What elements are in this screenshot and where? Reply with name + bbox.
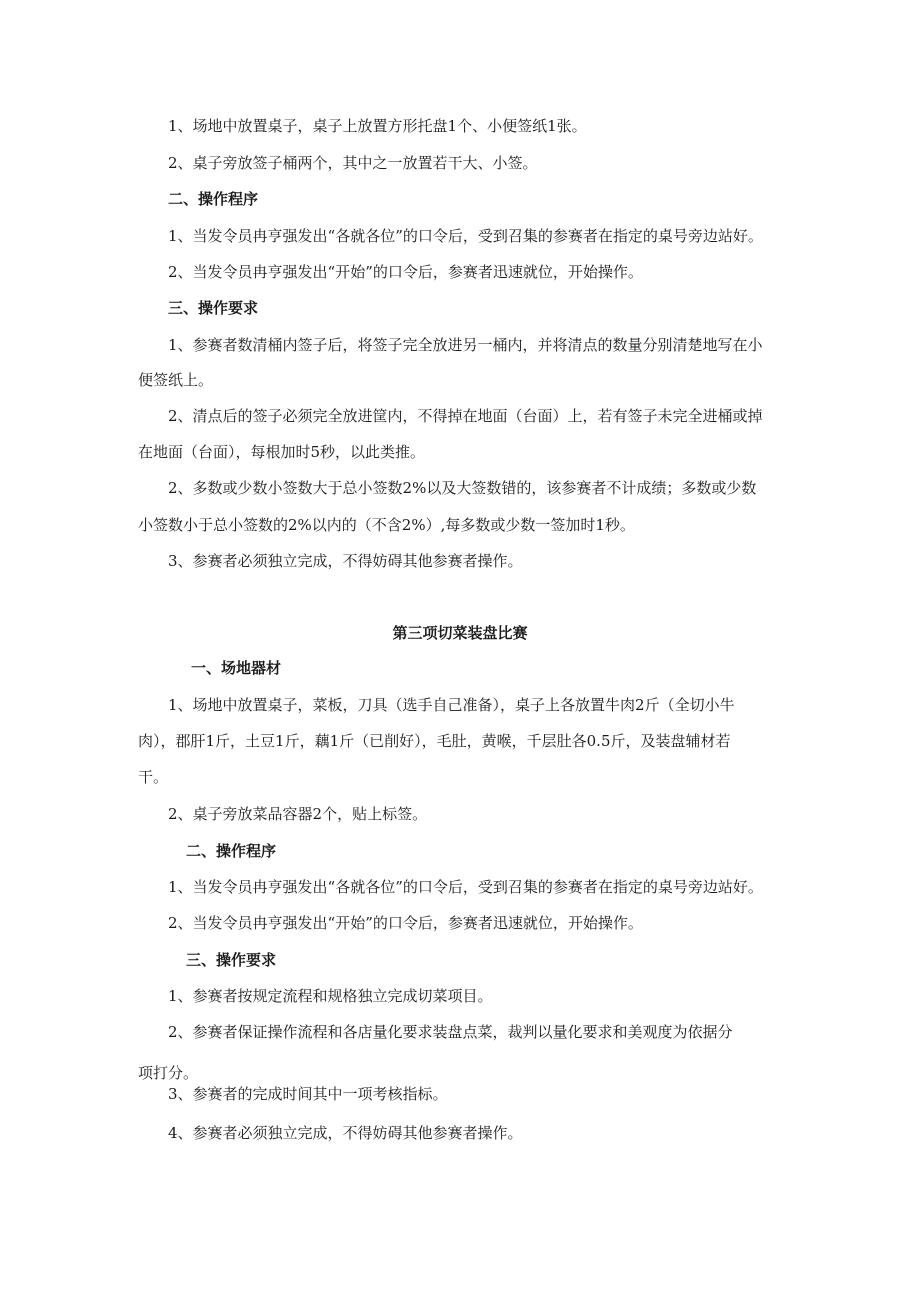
paragraph-line: 项打分。 — [138, 1064, 199, 1082]
paragraph-line: 便签纸上。 — [138, 371, 214, 389]
paragraph-line: 2、参赛者保证操作流程和各店量化要求装盘点菜，裁判以量化要求和美观度为依据分 — [168, 1023, 733, 1041]
paragraph-line: 2、桌子旁放菜品容器2个，贴上标签。 — [168, 805, 428, 823]
paragraph-line: 2、当发令员冉亨强发出“开始”的口令后，参赛者迅速就位，开始操作。 — [168, 263, 643, 281]
section-title: 第三项切菜装盘比赛 — [392, 624, 528, 642]
section-heading: 二、操作程序 — [186, 842, 277, 860]
paragraph-line: 小签数小于总小签数的2%以内的（不含2%）,每多数或少数一签加时1秒。 — [138, 516, 635, 534]
section-heading: 一、场地器材 — [191, 659, 282, 677]
paragraph-line: 在地面（台面），每根加时5秒，以此类推。 — [138, 443, 426, 461]
paragraph-line: 2、当发令员冉亨强发出“开始”的口令后，参赛者迅速就位，开始操作。 — [168, 914, 643, 932]
paragraph-line: 干。 — [138, 768, 169, 786]
paragraph-line: 3、参赛者必须独立完成，不得妨碍其他参赛者操作。 — [168, 552, 523, 570]
paragraph-line: 肉），郡肝1斤，土豆1斤，藕1斤（已削好），毛肚，黄喉，千层肚各0.5斤，及装盘辅材若 — [138, 732, 731, 750]
paragraph-line: 1、参赛者数清桶内签子后，将签子完全放进另一桶内，并将清点的数量分别清楚地写在小 — [168, 336, 763, 354]
paragraph-line: 1、当发令员冉亨强发出“各就各位”的口令后，受到召集的参赛者在指定的桌号旁边站好。 — [168, 878, 763, 896]
section-heading: 二、操作程序 — [168, 190, 259, 208]
paragraph-line: 1、场地中放置桌子，桌子上放置方形托盘1个、小便签纸1张。 — [168, 117, 587, 135]
section-heading: 三、操作要求 — [186, 951, 277, 969]
paragraph-line: 4、参赛者必须独立完成，不得妨碍其他参赛者操作。 — [168, 1124, 523, 1142]
paragraph-line: 2、桌子旁放签子桶两个，其中之一放置若干大、小签。 — [168, 154, 538, 172]
paragraph-line: 1、场地中放置桌子，菜板，刀具（选手自己准备），桌子上各放置牛肉2斤（全切小牛 — [168, 696, 735, 714]
paragraph-line: 2、多数或少数小签数大于总小签数2%以及大签数错的，该参赛者不计成绩；多数或少数 — [168, 479, 757, 497]
paragraph-line: 1、当发令员冉亨强发出“各就各位”的口令后，受到召集的参赛者在指定的桌号旁边站好。 — [168, 227, 763, 245]
paragraph-line: 1、参赛者按规定流程和规格独立完成切菜项目。 — [168, 987, 493, 1005]
section-heading: 三、操作要求 — [168, 299, 259, 317]
paragraph-line: 2、清点后的签子必须完全放进筐内，不得掉在地面（台面）上，若有签子未完全进桶或掉 — [168, 407, 763, 425]
paragraph-line: 3、参赛者的完成时间其中一项考核指标。 — [168, 1085, 448, 1103]
